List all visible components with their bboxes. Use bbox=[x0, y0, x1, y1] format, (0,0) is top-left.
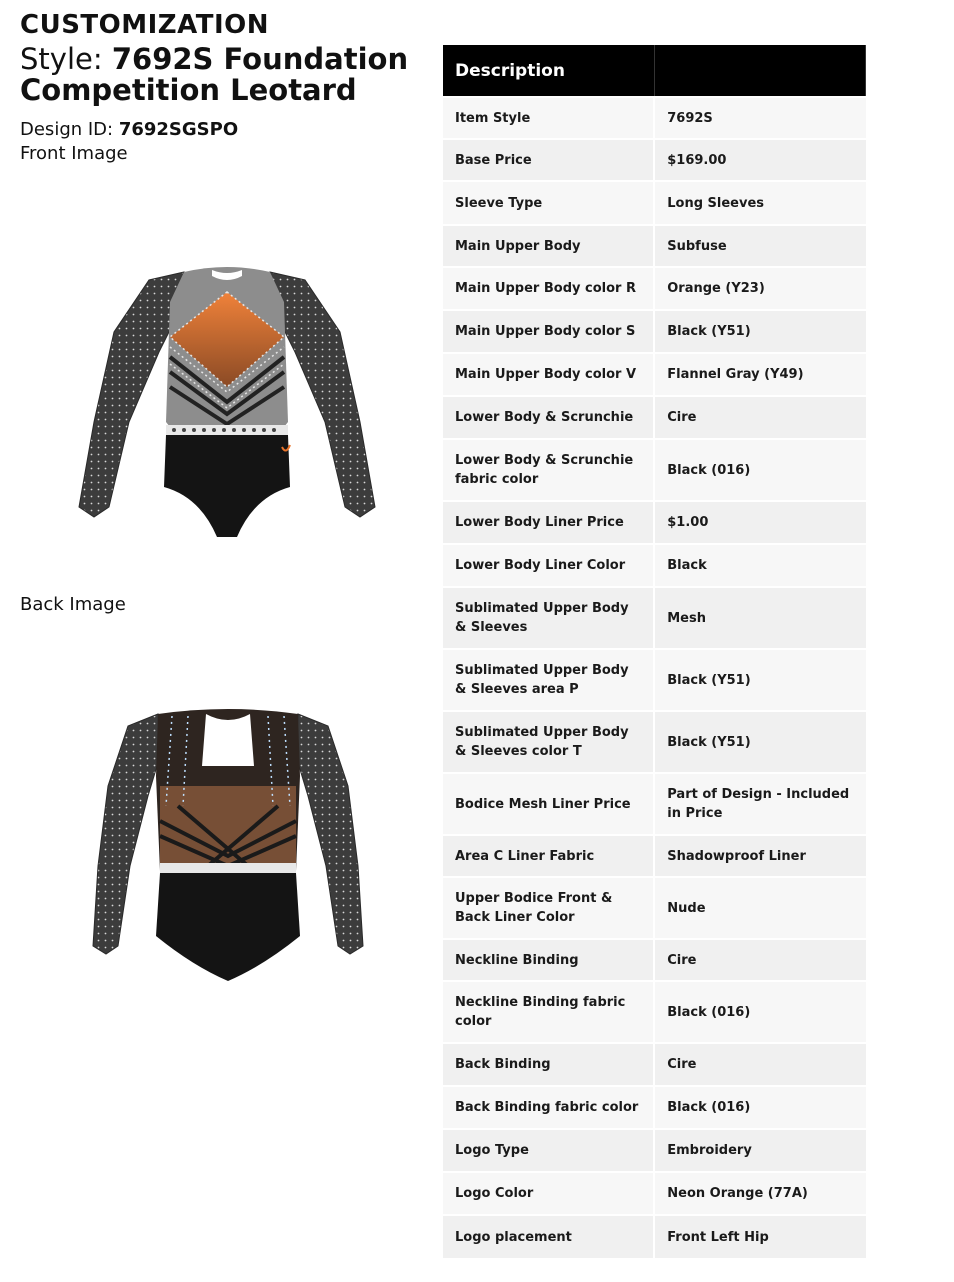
description-table bbox=[443, 45, 866, 1258]
table-header-description: Description bbox=[443, 45, 654, 97]
row-label: Lower Body Liner Color bbox=[443, 544, 654, 587]
row-label: Sublimated Upper Body & Sleeves area P bbox=[443, 649, 654, 711]
row-value: Front Left Hip bbox=[654, 1215, 865, 1258]
row-value: Neon Orange (77A) bbox=[654, 1172, 865, 1215]
table-row bbox=[443, 1129, 866, 1172]
table-header-empty bbox=[654, 45, 865, 97]
row-label: Item Style bbox=[443, 97, 654, 139]
row-value: Black bbox=[654, 544, 865, 587]
table-row bbox=[443, 877, 866, 939]
front-image-label: Front Image bbox=[20, 143, 128, 164]
row-value: Black (016) bbox=[654, 1086, 865, 1129]
header-block bbox=[20, 10, 420, 166]
row-value: 7692S bbox=[654, 97, 865, 139]
row-label: Back Binding bbox=[443, 1043, 654, 1086]
row-value: Subfuse bbox=[654, 225, 865, 267]
design-id-value: 7692SGSPO bbox=[118, 119, 239, 140]
row-label: Base Price bbox=[443, 139, 654, 181]
row-label: Sublimated Upper Body & Sleeves color T bbox=[443, 711, 654, 773]
table-row bbox=[443, 544, 866, 587]
row-value: $169.00 bbox=[654, 139, 865, 181]
table-row bbox=[443, 353, 866, 396]
row-label: Main Upper Body color R bbox=[443, 267, 654, 310]
row-label: Sublimated Upper Body & Sleeves bbox=[443, 587, 654, 649]
row-value: Mesh bbox=[654, 587, 865, 649]
design-id-line bbox=[20, 118, 420, 142]
front-leotard-image bbox=[74, 262, 380, 542]
row-value: Shadowproof Liner bbox=[654, 835, 865, 877]
row-value: Flannel Gray (Y49) bbox=[654, 353, 865, 396]
table-row bbox=[443, 1172, 866, 1215]
style-prefix: Style: bbox=[20, 42, 112, 76]
row-label: Neckline Binding bbox=[443, 939, 654, 981]
row-label: Main Upper Body bbox=[443, 225, 654, 267]
table-row bbox=[443, 1043, 866, 1086]
row-label: Bodice Mesh Liner Price bbox=[443, 773, 654, 835]
row-label: Neckline Binding fabric color bbox=[443, 981, 654, 1043]
table-row bbox=[443, 501, 866, 544]
table-row bbox=[443, 97, 866, 139]
row-value: Black (016) bbox=[654, 981, 865, 1043]
table-row bbox=[443, 711, 866, 773]
row-label: Lower Body & Scrunchie bbox=[443, 396, 654, 439]
table-row bbox=[443, 835, 866, 877]
table-row bbox=[443, 439, 866, 501]
row-value: Black (Y51) bbox=[654, 711, 865, 773]
row-value: Black (016) bbox=[654, 439, 865, 501]
table-row bbox=[443, 310, 866, 353]
table-row bbox=[443, 139, 866, 181]
table-row bbox=[443, 396, 866, 439]
row-label: Logo Type bbox=[443, 1129, 654, 1172]
table-row bbox=[443, 1215, 866, 1258]
row-value: Nude bbox=[654, 877, 865, 939]
row-value: Black (Y51) bbox=[654, 310, 865, 353]
table-header-row bbox=[443, 45, 866, 97]
table-row bbox=[443, 1086, 866, 1129]
row-value: Part of Design - Included in Price bbox=[654, 773, 865, 835]
table-row bbox=[443, 773, 866, 835]
row-label: Logo placement bbox=[443, 1215, 654, 1258]
row-value: Cire bbox=[654, 396, 865, 439]
row-label: Area C Liner Fabric bbox=[443, 835, 654, 877]
row-label: Main Upper Body color S bbox=[443, 310, 654, 353]
row-value: Cire bbox=[654, 1043, 865, 1086]
style-title bbox=[20, 44, 420, 106]
design-id-prefix: Design ID: bbox=[20, 119, 119, 140]
table-row bbox=[443, 649, 866, 711]
row-label: Back Binding fabric color bbox=[443, 1086, 654, 1129]
row-value: Long Sleeves bbox=[654, 181, 865, 225]
table-row bbox=[443, 981, 866, 1043]
back-leotard-image bbox=[88, 706, 368, 988]
row-value: Embroidery bbox=[654, 1129, 865, 1172]
table-row bbox=[443, 225, 866, 267]
row-value: Black (Y51) bbox=[654, 649, 865, 711]
table-row bbox=[443, 267, 866, 310]
row-label: Upper Bodice Front & Back Liner Color bbox=[443, 877, 654, 939]
row-value: Orange (Y23) bbox=[654, 267, 865, 310]
style-name: 7692S Foundation Competition Leotard bbox=[20, 42, 409, 107]
row-value: Cire bbox=[654, 939, 865, 981]
table-row bbox=[443, 181, 866, 225]
row-value: $1.00 bbox=[654, 501, 865, 544]
row-label: Main Upper Body color V bbox=[443, 353, 654, 396]
table-row bbox=[443, 587, 866, 649]
page-heading: CUSTOMIZATION bbox=[20, 10, 270, 40]
row-label: Sleeve Type bbox=[443, 181, 654, 225]
row-label: Lower Body Liner Price bbox=[443, 501, 654, 544]
row-label: Logo Color bbox=[443, 1172, 654, 1215]
table-row bbox=[443, 939, 866, 981]
back-image-label: Back Image bbox=[20, 594, 126, 615]
row-label: Lower Body & Scrunchie fabric color bbox=[443, 439, 654, 501]
